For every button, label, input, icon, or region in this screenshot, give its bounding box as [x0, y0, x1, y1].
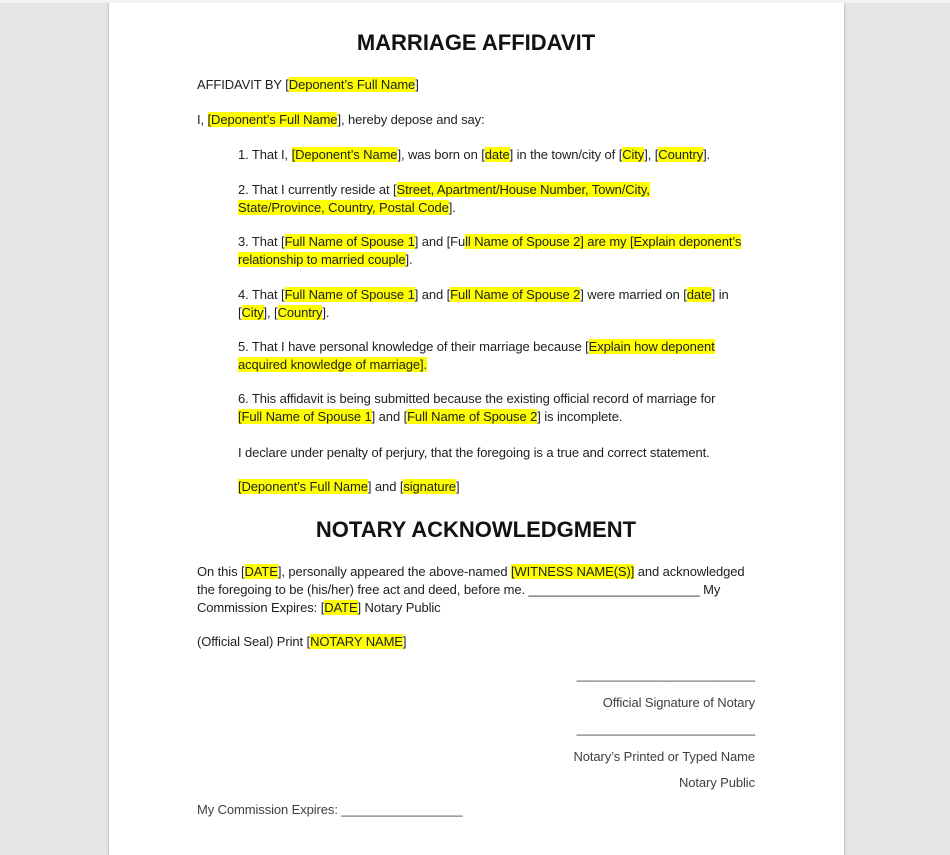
text-run: NOTARY ACKNOWLEDGMENT	[315, 517, 637, 542]
text-run: ], [	[263, 305, 278, 320]
highlighted-placeholder: Explain how deponent	[588, 339, 715, 354]
highlighted-placeholder: [Full Name of Spouse 1	[238, 409, 372, 424]
text-line	[197, 563, 755, 581]
text-line	[238, 356, 755, 374]
text-line	[197, 76, 755, 94]
text-line	[197, 774, 755, 792]
highlighted-placeholder: Full Name of Spouse 2	[407, 409, 538, 424]
text-run: ].	[322, 305, 330, 320]
text-line	[197, 694, 755, 712]
text-run: On this [	[197, 564, 245, 579]
sig-label-1	[197, 694, 755, 712]
text-line	[197, 748, 755, 766]
item-2	[238, 181, 755, 217]
highlighted-placeholder: [Deponent’s Full Name	[207, 112, 338, 127]
notary-public	[197, 774, 755, 792]
highlighted-placeholder: ll Name of Spouse 2] are my [Explain deponent’s	[465, 234, 742, 249]
text-line	[238, 181, 755, 199]
text-run: Official Signature of Notary	[602, 695, 755, 710]
highlighted-placeholder: Deponent’s Full Name	[288, 77, 416, 92]
text-line	[197, 30, 755, 56]
highlighted-placeholder: relationship to married couple	[238, 252, 406, 267]
text-run: (Official Seal) Print [	[197, 634, 311, 649]
depose-intro	[197, 111, 755, 129]
text-run: ]	[415, 77, 419, 92]
highlighted-placeholder: signature	[403, 479, 456, 494]
text-line	[238, 444, 755, 462]
text-line	[238, 304, 755, 322]
highlighted-placeholder: City	[622, 147, 645, 162]
item-5	[238, 338, 755, 374]
text-run: ] were married on [	[580, 287, 687, 302]
text-run: ] is incomplete.	[537, 409, 623, 424]
highlighted-placeholder: [Deponent’s Name	[291, 147, 398, 162]
text-run: ] in	[711, 287, 729, 302]
official-seal	[197, 633, 755, 651]
text-run: I declare under penalty of perjury, that the foregoing is a true and correct statement.	[238, 445, 710, 460]
highlighted-placeholder: NOTARY NAME	[310, 634, 403, 649]
commission-line	[197, 801, 755, 819]
highlighted-placeholder: date	[686, 287, 712, 302]
text-run: ]	[455, 479, 460, 494]
highlighted-placeholder: acquired knowledge of marriage].	[238, 357, 428, 372]
text-run: ].	[448, 200, 456, 215]
text-line	[197, 581, 755, 599]
text-run: 2. That I currently reside at [	[238, 182, 397, 197]
highlighted-placeholder: Full Name of Spouse 1	[284, 234, 415, 249]
doc-title	[197, 30, 755, 56]
text-run: Notary’s Printed or Typed Name	[573, 749, 755, 764]
text-run: ] and [	[367, 479, 404, 494]
text-run: ], [	[644, 147, 659, 162]
notary-para	[197, 563, 755, 617]
text-line	[238, 478, 755, 496]
text-line	[197, 801, 755, 819]
highlighted-placeholder: DATE	[244, 564, 278, 579]
text-line	[238, 199, 755, 217]
document-page	[108, 3, 845, 855]
text-run: ]	[402, 634, 407, 649]
text-run: ] and [	[371, 409, 408, 424]
sig-line-1	[197, 666, 755, 684]
text-run: I,	[197, 112, 208, 127]
text-line	[238, 286, 755, 304]
text-line	[238, 408, 755, 426]
highlighted-placeholder: Street, Apartment/House Number, Town/City,	[396, 182, 650, 197]
text-run: [	[238, 305, 242, 320]
highlighted-placeholder: State/Province, Country, Postal Code	[238, 200, 449, 215]
text-run: and acknowledged	[634, 564, 745, 579]
text-line	[238, 338, 755, 356]
highlighted-placeholder: Full Name of Spouse 1	[284, 287, 415, 302]
text-run: the foregoing to be (his/her) free act and deed, before me. ________________________ My	[197, 582, 721, 597]
text-line	[197, 517, 755, 543]
top-edge-shadow	[0, 0, 950, 3]
text-run: 4. That [	[238, 287, 285, 302]
text-run: Notary Public	[678, 775, 755, 790]
text-run: ] Notary Public	[357, 600, 441, 615]
item-4	[238, 286, 755, 322]
text-line	[238, 251, 755, 269]
highlighted-placeholder: City	[241, 305, 264, 320]
text-run: ] and [	[414, 287, 451, 302]
text-line	[197, 633, 755, 651]
text-line	[238, 146, 755, 164]
item-3	[238, 233, 755, 269]
text-run: _________________________	[576, 667, 755, 682]
text-run: 3. That [	[238, 234, 285, 249]
sig-label-2	[197, 748, 755, 766]
highlighted-placeholder: date	[484, 147, 510, 162]
text-run: ].	[703, 147, 711, 162]
text-run: ], hereby depose and say:	[337, 112, 485, 127]
text-run: ].	[405, 252, 413, 267]
text-run: Commission Expires: [	[197, 600, 325, 615]
text-run: AFFIDAVIT BY [	[197, 77, 289, 92]
text-line	[197, 666, 755, 684]
highlighted-placeholder: DATE	[324, 600, 358, 615]
text-line	[238, 233, 755, 251]
notary-title	[197, 517, 755, 543]
text-run: 6. This affidavit is being submitted because the existing official record of marriage for	[238, 391, 716, 406]
text-run: _________________________	[576, 721, 755, 736]
affidavit-by	[197, 76, 755, 94]
document-body	[197, 30, 755, 819]
text-line	[197, 111, 755, 129]
signature-line	[238, 478, 755, 496]
text-run: 1. That I,	[238, 147, 292, 162]
text-run: ], personally appeared the above-named	[277, 564, 511, 579]
text-line	[197, 720, 755, 738]
text-run: MARRIAGE AFFIDAVIT	[356, 30, 596, 55]
item-6	[238, 390, 755, 426]
highlighted-placeholder: [WITNESS NAME(S)]	[510, 564, 635, 579]
text-run: ] and [Fu	[414, 234, 466, 249]
highlighted-placeholder: Country	[658, 147, 704, 162]
highlighted-placeholder: Country	[277, 305, 323, 320]
text-run: ] in the town/city of [	[509, 147, 623, 162]
text-run: 5. That I have personal knowledge of their marriage because [	[238, 339, 589, 354]
text-line	[197, 599, 755, 617]
sig-line-2	[197, 720, 755, 738]
highlighted-placeholder: Full Name of Spouse 2	[450, 287, 581, 302]
highlighted-placeholder: [Deponent’s Full Name	[238, 479, 368, 494]
text-line	[238, 390, 755, 408]
text-run: ], was born on [	[397, 147, 485, 162]
item-1	[238, 146, 755, 164]
text-run: My Commission Expires: _________________	[197, 802, 463, 817]
declaration	[238, 444, 755, 462]
